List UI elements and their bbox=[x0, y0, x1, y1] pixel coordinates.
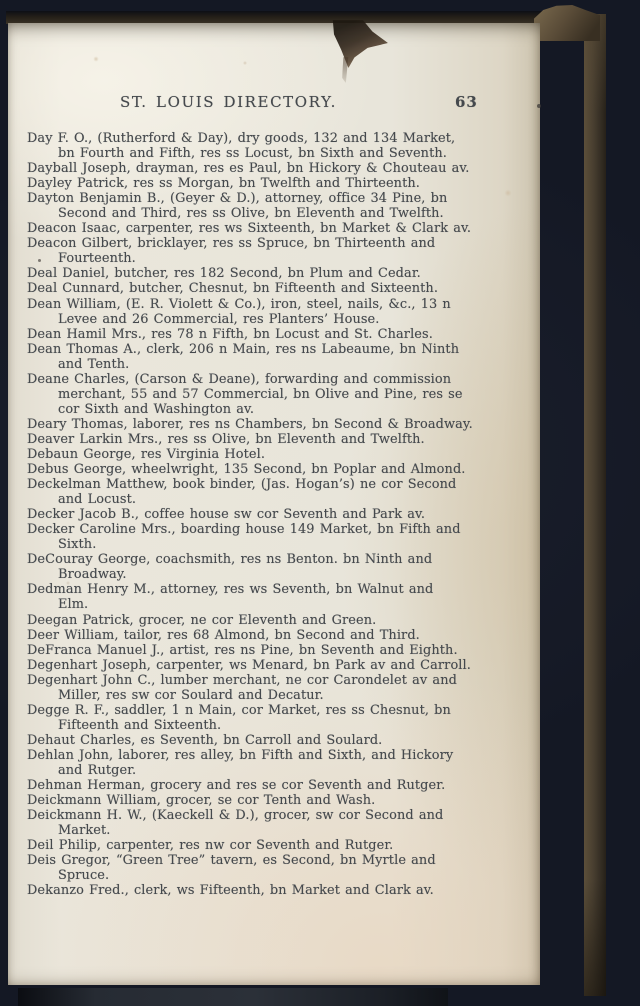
directory-entry bbox=[27, 613, 489, 628]
entry-line: Levee and 26 Commercial, res Planters’ House. bbox=[58, 311, 380, 327]
entry-line: Debus George, wheelwright, 135 Second, bn Poplar and Almond. bbox=[27, 462, 466, 478]
entry-line: Market. bbox=[58, 823, 111, 839]
entry-line: Decker Jacob B., coffee house sw cor Seventh and Park av. bbox=[27, 507, 426, 523]
directory-entry bbox=[27, 748, 489, 778]
entry-line: Deis Gregor, “Green Tree” tavern, es Second, bn Myrtle and bbox=[27, 853, 436, 869]
directory-entry bbox=[27, 703, 489, 733]
directory-entry bbox=[27, 266, 489, 281]
entry-line: Broadway. bbox=[58, 567, 127, 583]
directory-entry bbox=[27, 191, 489, 221]
directory-entry bbox=[27, 417, 489, 432]
entry-line: Dean William, (E. R. Violett & Co.), iron, steel, nails, &c., 13 n bbox=[27, 296, 451, 312]
directory-entry bbox=[27, 808, 489, 838]
entry-line: Second and Third, res ss Olive, bn Eleventh and Twelfth. bbox=[58, 206, 444, 222]
directory-entry bbox=[27, 372, 489, 417]
directory-entry bbox=[27, 838, 489, 853]
entry-line: Degenhart John C., lumber merchant, ne cor Carondelet av and bbox=[27, 672, 457, 688]
directory-entry bbox=[27, 658, 489, 673]
entry-line: Deegan Patrick, grocer, ne cor Eleventh and Green. bbox=[27, 612, 377, 628]
directory-entry bbox=[27, 883, 489, 898]
directory-entry bbox=[27, 281, 489, 296]
ink-stain bbox=[328, 20, 388, 68]
entry-line: Debaun George, res Virginia Hotel. bbox=[27, 446, 266, 462]
directory-entry bbox=[27, 131, 489, 161]
directory-entry bbox=[27, 327, 489, 342]
entry-line: Dayball Joseph, drayman, res es Paul, bn Hickory & Chouteau av. bbox=[27, 161, 470, 177]
entry-line: Deane Charles, (Carson & Deane), forwarding and commission bbox=[27, 371, 452, 387]
entry-line: Day F. O., (Rutherford & Day), dry goods, 132 and 134 Market, bbox=[27, 131, 456, 146]
entry-line: Dekanzo Fred., clerk, ws Fifteenth, bn Market and Clark av. bbox=[27, 883, 434, 899]
entry-line: Decker Caroline Mrs., boarding house 149 Market, bn Fifth and bbox=[27, 522, 461, 538]
entry-line: Dehlan John, laborer, res alley, bn Fifth and Sixth, and Hickory bbox=[27, 747, 454, 763]
torn-corner bbox=[534, 5, 600, 41]
entry-line: Dean Hamil Mrs., res 78 n Fifth, bn Locust and St. Charles. bbox=[27, 326, 433, 342]
directory-entry bbox=[27, 628, 489, 643]
entry-line: and Tenth. bbox=[58, 356, 130, 372]
entry-line: Deckelman Matthew, book binder, (Jas. Hogan’s) ne cor Second bbox=[27, 477, 457, 493]
entry-line: Deary Thomas, laborer, res ns Chambers, bn Second & Broadway. bbox=[27, 416, 473, 432]
directory-entry bbox=[27, 522, 489, 552]
entry-line: Deal Daniel, butcher, res 182 Second, bn Plum and Cedar. bbox=[27, 266, 421, 282]
entry-line: Deickmann H. W., (Kaeckell & D.), grocer, sw cor Second and bbox=[27, 808, 444, 824]
entry-line: Fourteenth. bbox=[58, 251, 136, 267]
entry-line: Dean Thomas A., clerk, 206 n Main, res ns Labeaume, bn Ninth bbox=[27, 341, 460, 357]
directory-entry bbox=[27, 462, 489, 477]
entry-line: Dayley Patrick, res ss Morgan, bn Twelfth and Thirteenth. bbox=[27, 176, 420, 192]
entry-line: Elm. bbox=[58, 597, 89, 613]
directory-entry bbox=[27, 477, 489, 507]
book-page-edges bbox=[538, 20, 588, 992]
entry-line: Deaver Larkin Mrs., res ss Olive, bn Eleventh and Twelfth. bbox=[27, 431, 425, 447]
directory-entry bbox=[27, 432, 489, 447]
entry-line: and Rutger. bbox=[58, 762, 137, 778]
directory-entry bbox=[27, 297, 489, 327]
directory-entry bbox=[27, 733, 489, 748]
paper-speck bbox=[537, 104, 541, 108]
book-page bbox=[8, 23, 540, 985]
entry-line: Deal Cunnard, butcher, Chesnut, bn Fifteenth and Sixteenth. bbox=[27, 281, 439, 297]
entry-line: Sixth. bbox=[58, 537, 97, 553]
directory-entry bbox=[27, 778, 489, 793]
directory-entry bbox=[27, 793, 489, 808]
entry-line: bn Fourth and Fifth, res ss Locust, bn Sixth and Seventh. bbox=[58, 146, 447, 162]
entry-line: Degge R. F., saddler, 1 n Main, cor Market, res ss Chesnut, bn bbox=[27, 702, 451, 718]
entry-line: Dayton Benjamin B., (Geyer & D.), attorney, office 34 Pine, bn bbox=[27, 191, 448, 207]
entry-line: Deacon Gilbert, bricklayer, res ss Spruce, bn Thirteenth and bbox=[27, 236, 436, 252]
entry-line: Miller, res sw cor Soulard and Decatur. bbox=[58, 687, 324, 703]
directory-entry bbox=[27, 221, 489, 236]
entry-line: and Locust. bbox=[58, 492, 137, 508]
directory-entry bbox=[27, 161, 489, 176]
directory-entry bbox=[27, 342, 489, 372]
directory-list bbox=[27, 131, 489, 898]
entry-line: Fifteenth and Sixteenth. bbox=[58, 717, 222, 733]
directory-entry bbox=[27, 176, 489, 191]
entry-line: Dehman Herman, grocery and res se cor Seventh and Rutger. bbox=[27, 778, 446, 794]
entry-line: Deickmann William, grocer, se cor Tenth and Wash. bbox=[27, 793, 376, 809]
entry-line: Deer William, tailor, res 68 Almond, bn Second and Third. bbox=[27, 627, 420, 643]
entry-line: Deil Philip, carpenter, res nw cor Seventh and Rutger. bbox=[27, 838, 394, 854]
entry-line: DeCouray George, coachsmith, res ns Benton. bn Ninth and bbox=[27, 552, 433, 568]
entry-line: Dehaut Charles, es Seventh, bn Carroll and Soulard. bbox=[27, 732, 383, 748]
entry-line: merchant, 55 and 57 Commercial, bn Olive and Pine, res se bbox=[58, 386, 463, 402]
entry-line: Dedman Henry M., attorney, res ws Seventh, bn Walnut and bbox=[27, 582, 434, 598]
directory-entry bbox=[27, 673, 489, 703]
entry-line: Spruce. bbox=[58, 868, 110, 884]
directory-entry bbox=[27, 582, 489, 612]
directory-entry bbox=[27, 552, 489, 582]
entry-line: Deacon Isaac, carpenter, res ws Sixteenth, bn Market & Clark av. bbox=[27, 221, 472, 237]
entry-line: DeFranca Manuel J., artist, res ns Pine, bn Seventh and Eighth. bbox=[27, 642, 458, 658]
book-cover-bottom bbox=[18, 988, 448, 1006]
directory-entry bbox=[27, 853, 489, 883]
directory-entry bbox=[27, 507, 489, 522]
entry-line: cor Sixth and Washington av. bbox=[58, 401, 255, 417]
page-title: ST. LOUIS DIRECTORY. bbox=[120, 93, 338, 111]
directory-entry bbox=[27, 236, 489, 266]
directory-entry bbox=[27, 447, 489, 462]
directory-entry bbox=[27, 643, 489, 658]
entry-line: Degenhart Joseph, carpenter, ws Menard, bn Park av and Carroll. bbox=[27, 657, 471, 673]
page-number: 63 bbox=[455, 93, 478, 111]
